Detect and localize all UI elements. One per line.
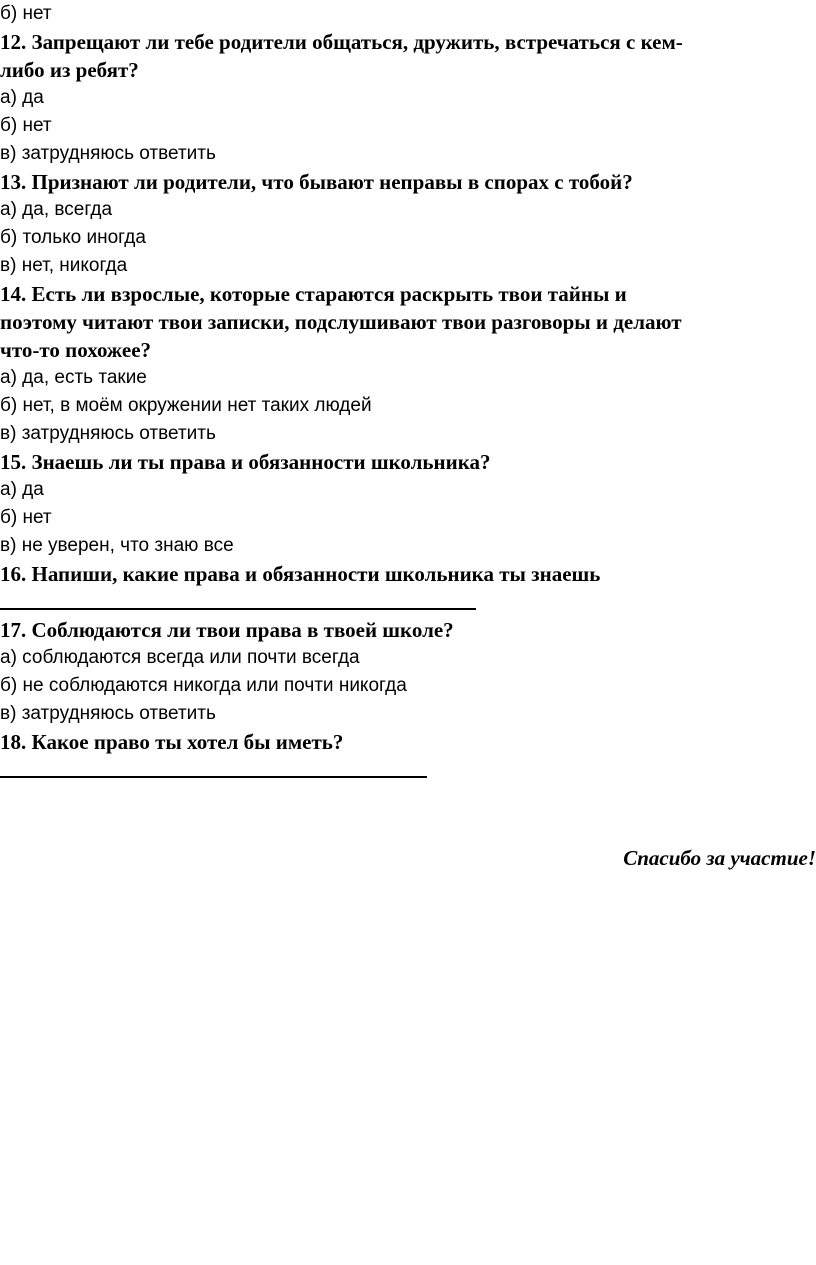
q16-text: 16. Напиши, какие права и обязанности школьника ты знаешь — [0, 562, 601, 586]
q13-option-b: б) только иногда — [0, 227, 146, 248]
thanks-text: Спасибо за участие! — [623, 846, 816, 870]
q13-option-a: а) да, всегда — [0, 199, 113, 220]
q18-text: 18. Какое право ты хотел бы иметь? — [0, 730, 344, 754]
q17-option-b: б) не соблюдаются никогда или почти никогда — [0, 675, 407, 696]
q13-option-c: в) нет, никогда — [0, 255, 128, 276]
q15-option-c: в) не уверен, что знаю все — [0, 535, 234, 556]
q14-text-line1: 14. Есть ли взрослые, которые стараются раскрыть твои тайны и — [0, 282, 627, 306]
q16-answer-line[interactable] — [0, 608, 476, 610]
q14-text-line3: что-то похожее? — [0, 338, 152, 362]
q12-text-line2: либо из ребят? — [0, 58, 139, 82]
q12-text-line1: 12. Запрещают ли тебе родители общаться, дружить, встречаться с кем- — [0, 30, 683, 54]
q14-option-a: а) да, есть такие — [0, 367, 147, 388]
q12-option-c: в) затрудняюсь ответить — [0, 143, 216, 164]
q12-option-b: б) нет — [0, 115, 52, 136]
q18-answer-line[interactable] — [0, 776, 427, 778]
q15-option-b: б) нет — [0, 507, 52, 528]
q15-option-a: а) да — [0, 479, 44, 500]
q17-option-a: а) соблюдаются всегда или почти всегда — [0, 647, 360, 668]
q12-option-a: а) да — [0, 87, 44, 108]
q14-option-c: в) затрудняюсь ответить — [0, 423, 216, 444]
q14-option-b: б) нет, в моём окружении нет таких людей — [0, 395, 372, 416]
q13-text: 13. Признают ли родители, что бывают неправы в спорах с тобой? — [0, 170, 633, 194]
q15-text: 15. Знаешь ли ты права и обязанности школьника? — [0, 450, 491, 474]
q17-text: 17. Соблюдаются ли твои права в твоей школе? — [0, 618, 454, 642]
q17-option-c: в) затрудняюсь ответить — [0, 703, 216, 724]
q11-option-b: б) нет — [0, 3, 52, 24]
q14-text-line2: поэтому читают твои записки, подслушивают твои разговоры и делают — [0, 310, 682, 334]
